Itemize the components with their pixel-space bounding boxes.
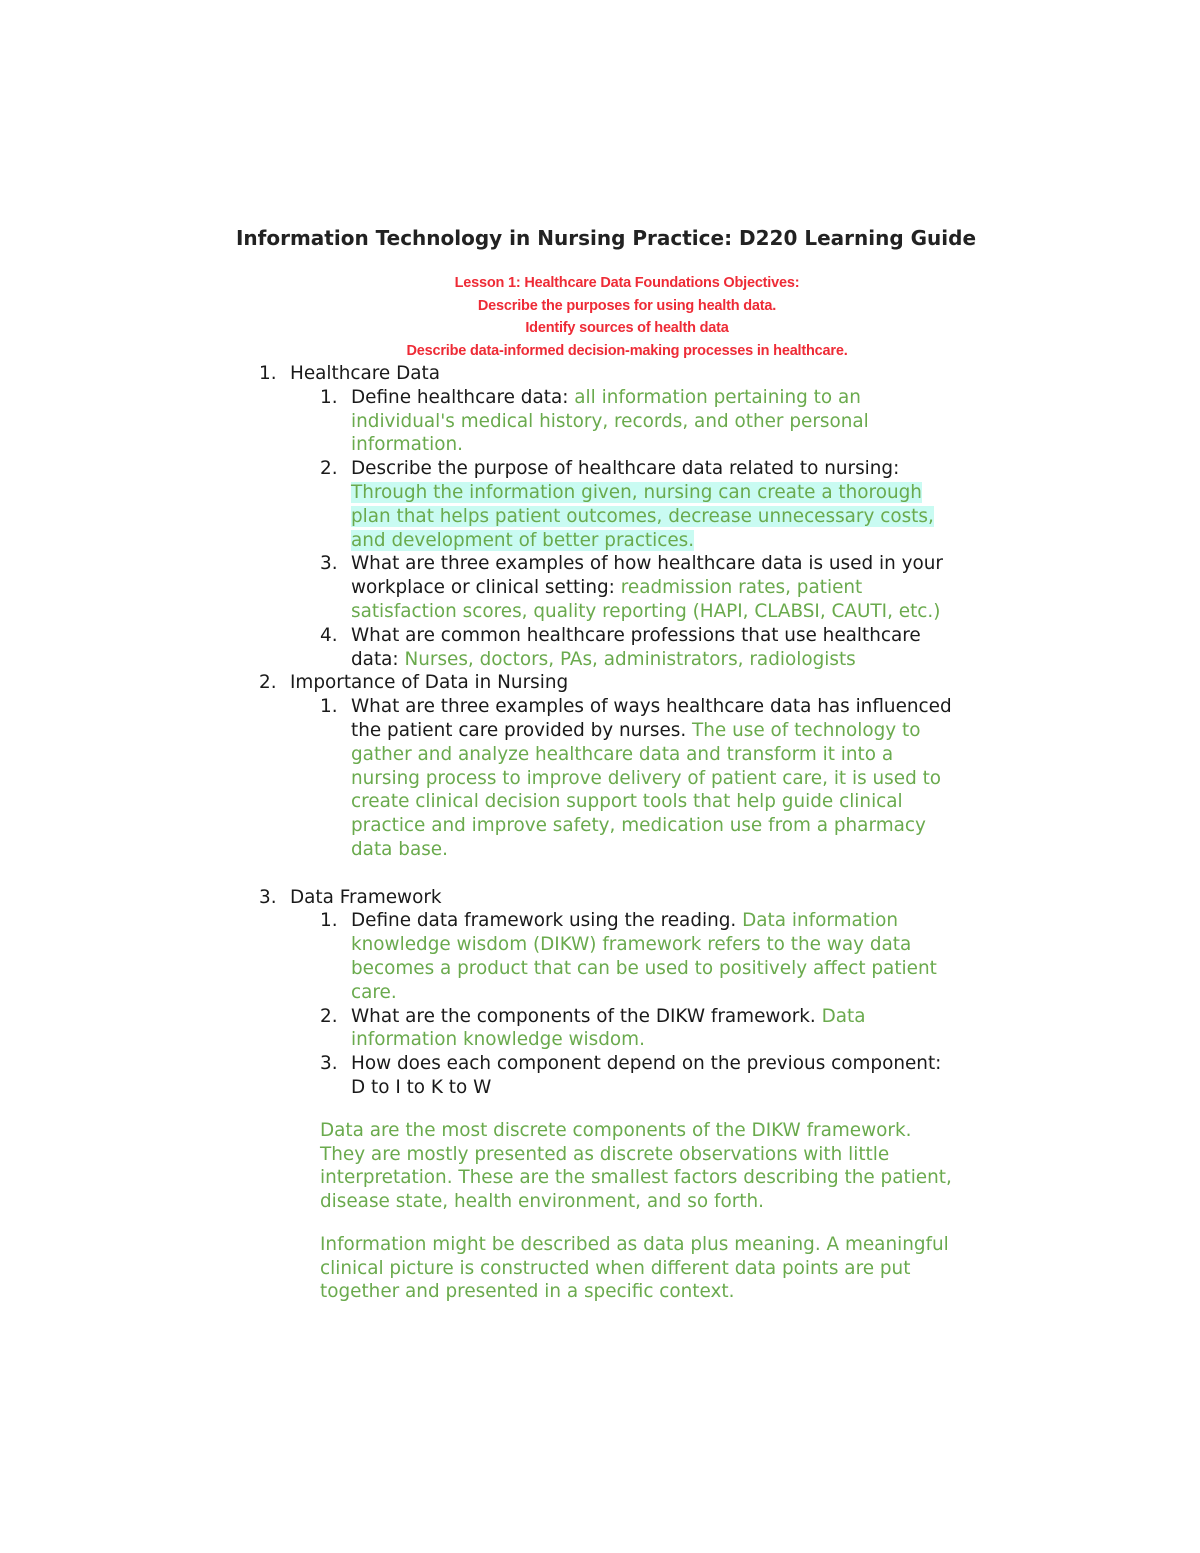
paragraph-line: disease state, health environment, and so forth. — [320, 1191, 764, 1213]
item-answer: readmission rates, patient — [620, 577, 863, 599]
section-heading: Healthcare Data — [290, 363, 440, 384]
item-number: 1. — [320, 696, 338, 718]
list-item — [0, 695, 1031, 862]
paragraph-line: clinical picture is constructed when different data points are put — [320, 1257, 911, 1279]
paragraph-line: They are mostly presented as discrete observations with little — [320, 1143, 890, 1165]
item-answer: becomes a product that can be used to positively affect patient — [351, 957, 937, 979]
outline-list — [0, 362, 1200, 1304]
list-item — [0, 552, 1031, 623]
highlighted-answer: plan that helps patient outcomes, decrease unnecessary costs, — [351, 505, 934, 527]
item-answer: satisfaction scores, quality reporting (HAPI, CLABSI, CAUTI, etc.) — [351, 600, 941, 622]
list-item — [0, 386, 1031, 457]
item-number: 2. — [320, 1005, 338, 1027]
highlighted-answer: and development of better practices. — [351, 529, 695, 551]
item-answer: Data information — [742, 910, 899, 932]
paragraph-line: together and presented in a specific context. — [320, 1281, 735, 1303]
item-question: What are three examples of how healthcare data is used in your — [351, 553, 943, 575]
objective-item: Describe data-informed decision-making processes in healthcare. — [406, 343, 848, 360]
objective-item: Describe the purposes for using health data. — [477, 297, 777, 314]
item-question: data: — [351, 648, 405, 670]
item-answer: all information pertaining to an — [574, 386, 861, 408]
item-number: 1. — [320, 910, 338, 932]
list-item — [0, 457, 1031, 552]
item-answer: individual's medical history, records, and other personal — [351, 410, 869, 432]
item-answer: Nurses, doctors, PAs, administrators, radiologists — [404, 648, 856, 670]
item-number: 1. — [320, 386, 338, 408]
section-healthcare-data — [0, 362, 1200, 386]
paragraph-line: Information might be described as data plus meaning. A meaningful — [320, 1233, 949, 1255]
item-number: 4. — [320, 624, 338, 646]
section-number: 2. — [259, 672, 277, 694]
lesson-objectives — [0, 272, 1200, 363]
item-number: 3. — [320, 1053, 338, 1075]
item-question: Define data framework using the reading. — [351, 910, 743, 932]
item-answer: The use of technology to — [692, 719, 921, 741]
item-answer: care. — [351, 981, 397, 1003]
section-number: 3. — [259, 886, 277, 908]
item-question: Describe the purpose of healthcare data related to nursing: — [351, 458, 900, 480]
section-number: 1. — [259, 363, 277, 384]
list-item — [0, 1005, 1031, 1053]
item-answer: gather and analyze healthcare data and transform it into a — [351, 743, 894, 765]
objectives-heading: Lesson 1: Healthcare Data Foundations Objectives: — [454, 275, 800, 291]
list-item — [0, 1052, 1031, 1100]
highlighted-answer: Through the information given, nursing can create a thorough — [351, 481, 922, 503]
list-item — [0, 624, 1031, 672]
item-question: Define healthcare data: — [351, 386, 575, 408]
item-answer: create clinical decision support tools that help guide clinical — [351, 791, 903, 813]
item-question: What are three examples of ways healthcare data has influenced — [351, 696, 952, 718]
item-answer: data base. — [351, 838, 448, 860]
item-number: 2. — [320, 458, 338, 480]
objective-item: Identify sources of health data — [525, 320, 729, 337]
document-title: Information Technology in Nursing Practice: D220 Learning Guide — [235, 226, 977, 250]
section-heading: Importance of Data in Nursing — [290, 672, 569, 694]
item-answer: knowledge wisdom (DIKW) framework refers to the way data — [351, 934, 912, 956]
section-data-framework — [0, 886, 1200, 910]
item-answer: information. — [351, 434, 463, 456]
item-answer: practice and improve safety, medication use from a pharmacy — [351, 815, 926, 837]
paragraph-line: interpretation. These are the smallest factors describing the patient, — [320, 1167, 952, 1189]
item-question: What are the components of the DIKW framework. — [351, 1005, 822, 1027]
item-answer: information knowledge wisdom. — [351, 1029, 645, 1051]
list-item — [0, 909, 1031, 1004]
paragraph-line: Data are the most discrete components of the DIKW framework. — [320, 1119, 912, 1141]
item-answer: Data — [821, 1005, 866, 1027]
section-heading: Data Framework — [290, 886, 442, 908]
item-question: What are common healthcare professions that use healthcare — [351, 624, 921, 646]
paragraph-information — [0, 1233, 1030, 1304]
item-question: workplace or clinical setting: — [351, 577, 621, 599]
item-number: 3. — [320, 553, 338, 575]
paragraph-data — [0, 1119, 1030, 1214]
section-importance-of-data — [0, 671, 1200, 695]
item-question: the patient care provided by nurses. — [351, 719, 693, 741]
item-answer: nursing process to improve delivery of patient care, it is used to — [351, 767, 942, 789]
item-question: D to I to K to W — [351, 1076, 492, 1098]
item-question: How does each component depend on the previous component: — [351, 1053, 942, 1075]
